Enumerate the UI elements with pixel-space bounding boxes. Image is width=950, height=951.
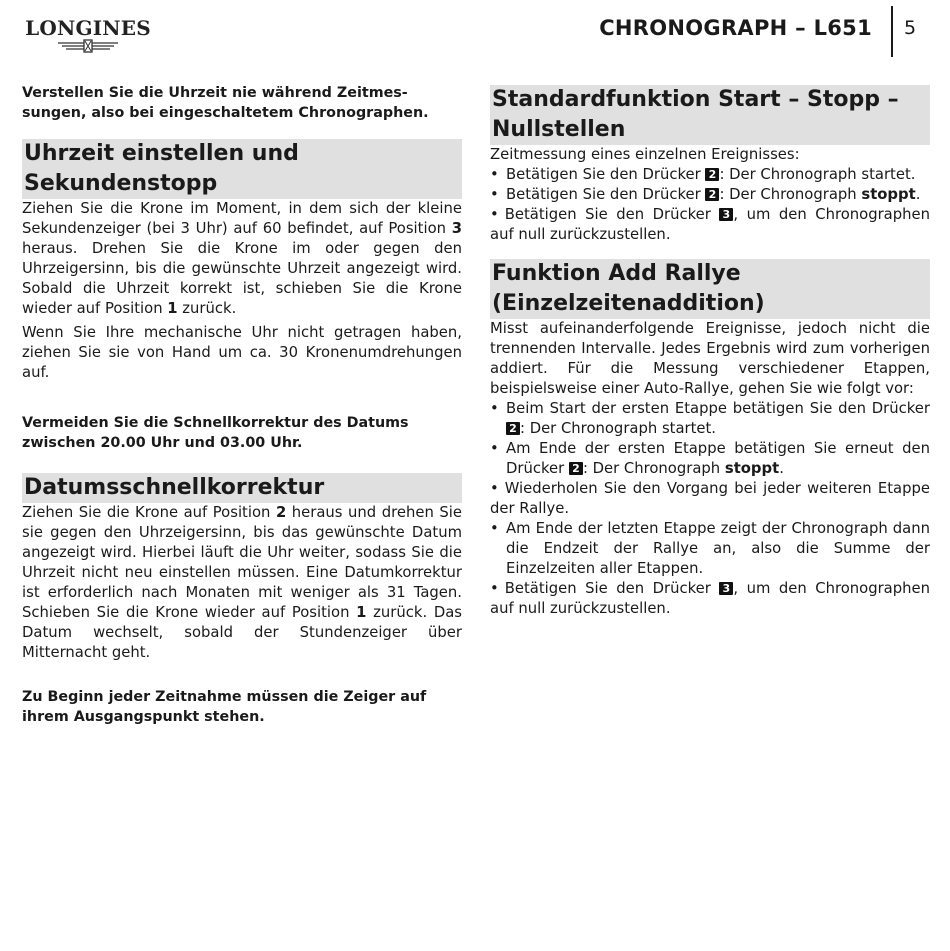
warning-note: Verstellen Sie die Uhrzeit nie während Zeitmes-sungen, also bei eingeschaltetem Chronographen. <box>22 85 429 121</box>
document-title: CHRONOGRAPH – L651 <box>599 16 872 40</box>
section-heading: Datumsschnellkorrektur <box>22 473 462 503</box>
pusher-key-icon: 2 <box>506 422 520 435</box>
paragraph: Ziehen Sie die Krone im Moment, in dem sich der kleine Sekundenzeiger (bei 3 Uhr) auf 60 befindet, auf Position 3 heraus. Drehen Sie die Krone im oder gegen den Uhrzeigersinn, bis die gewünschte Uhrzeit angezeigt wird. Sobald die Uhrzeit korrekt ist, schieben Sie die Krone wieder auf Position 1 zurück. <box>22 200 462 317</box>
list-item: • Betätigen Sie den Drücker 2 : Der Chronograph startet. <box>490 165 930 185</box>
warning-note: Zu Beginn jeder Zeitnahme müssen die Zeiger auf ihrem Ausgangspunkt stehen. <box>22 689 427 725</box>
pusher-key-icon: 3 <box>719 208 733 221</box>
warning-note: Vermeiden Sie die Schnellkorrektur des Datums zwischen 20.00 Uhr und 03.00 Uhr. <box>22 415 409 451</box>
list-item: • Betätigen Sie den Drücker 3 , um den Chronographen auf null zurückzustellen. <box>490 579 930 619</box>
paragraph: Zeitmessung eines einzelnen Ereignisses: <box>490 146 800 163</box>
paragraph: Misst aufeinanderfolgende Ereignisse, jedoch nicht die trennenden Intervalle. Jedes Ergebnis wird zum vorherigen addiert. Für die Messung verschiedener Etappen, beispielsweise einer Auto-Rallye, gehen Sie wie folgt vor: <box>490 320 930 397</box>
list-item: • Beim Start der ersten Etappe betätigen Sie den Drücker 2 : Der Chronograph startet. <box>490 399 930 439</box>
section-heading: Uhrzeit einstellen und Sekundenstopp <box>22 139 462 199</box>
page-number: 5 <box>904 17 917 39</box>
section-heading: Funktion Add Rallye (Einzelzeitenaddition) <box>490 259 930 319</box>
list-item: • Betätigen Sie den Drücker 2 : Der Chronograph stoppt. <box>490 185 930 205</box>
winged-hourglass-icon <box>56 39 120 53</box>
left-column <box>22 83 462 727</box>
section-heading: Standardfunktion Start – Stopp – Nullstellen <box>490 85 930 145</box>
bullet-list <box>490 399 930 619</box>
paragraph: Wenn Sie Ihre mechanische Uhr nicht getragen haben, ziehen Sie sie von Hand um ca. 30 Kronenumdrehungen auf. <box>22 324 462 381</box>
header-divider <box>891 6 893 57</box>
list-item: • Wiederholen Sie den Vorgang bei jeder weiteren Etappe der Rallye. <box>490 479 930 519</box>
brand-logo <box>22 16 154 56</box>
bullet-list <box>490 165 930 245</box>
list-item: • Betätigen Sie den Drücker 3 , um den Chronographen auf null zurückzustellen. <box>490 205 930 245</box>
pusher-key-icon: 2 <box>705 188 719 201</box>
list-item: • Am Ende der letzten Etappe zeigt der Chronograph dann die Endzeit der Rallye an, also die Summe der Einzelzeiten aller Etappen. <box>490 519 930 579</box>
right-column <box>490 83 930 619</box>
list-item: • Am Ende der ersten Etappe betätigen Sie erneut den Drücker 2 : Der Chronograph stoppt. <box>490 439 930 479</box>
pusher-key-icon: 2 <box>705 168 719 181</box>
pusher-key-icon: 3 <box>719 582 733 595</box>
paragraph: Ziehen Sie die Krone auf Position 2 heraus und drehen Sie sie gegen den Uhrzeigersinn, bis das gewünschte Datum angezeigt wird. Hierbei läuft die Uhr weiter, sodass Sie die Uhrzeit nicht neu einstellen müssen. Eine Datumkorrektur ist erforderlich nach Monaten mit weniger als 31 Tagen. Schieben Sie die Krone wieder auf Position 1 zurück. Das Datum wechselt, sobald der Stundenzeiger über Mitternacht geht. <box>22 504 463 661</box>
pusher-key-icon: 2 <box>569 462 583 475</box>
brand-name: LONGINES <box>25 16 151 40</box>
